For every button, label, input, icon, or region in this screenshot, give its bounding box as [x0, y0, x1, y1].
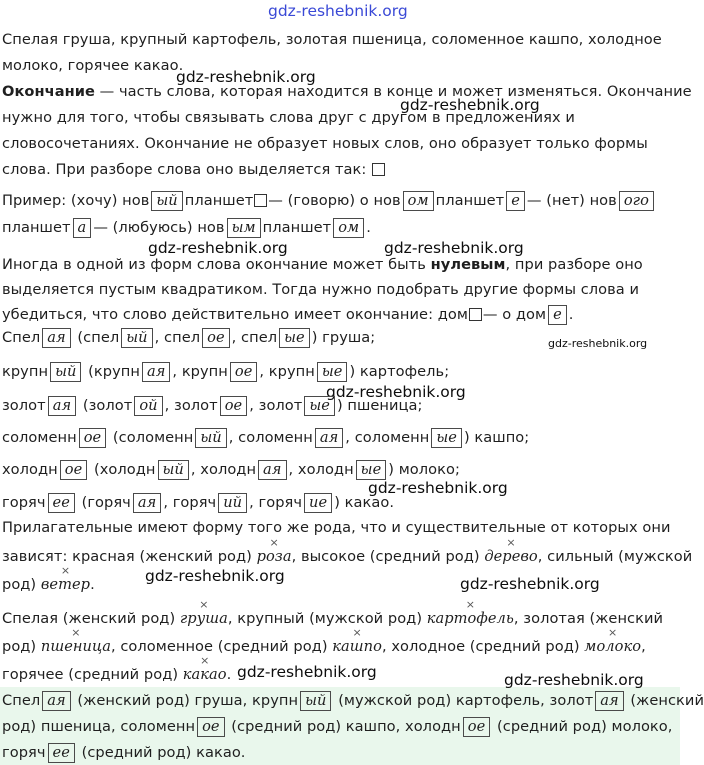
text-line: словосочетаниях. Окончание не образует новых слов, оно образует только формы: [2, 135, 648, 152]
watermark: gdz-reshebnik.org: [400, 96, 540, 114]
ending-box: е: [548, 305, 567, 325]
text-line: род) пшеница × , соломенное (средний род) кашпо × , холодное (средний род) молоко × ,: [2, 637, 646, 657]
text-line: Иногда в одной из форм слова окончание может быть нулевым, при разборе оно: [2, 256, 643, 273]
stress-mark-icon: ×: [200, 654, 210, 667]
definition-line: Окончание — часть слова, которая находится в конце и может изменяться. Окончание: [2, 83, 692, 100]
ending-box: ий: [218, 493, 247, 513]
example-line: планшет а — (любуюсь) нов ым планшет ом .: [2, 219, 371, 236]
text-line: Спелая груша, крупный картофель, золотая пшеница, соломенное кашпо, холодное: [2, 31, 662, 48]
ending-box: ые: [431, 428, 462, 448]
watermark: gdz-reshebnik.org: [326, 383, 466, 401]
adjective-row: Спел ая (спел ый , спел ое , спел ые ) груша;: [2, 329, 376, 346]
stress-mark-icon: ×: [608, 626, 618, 639]
ending-box: ые: [304, 396, 335, 416]
text-line: Спелая (женский род) груша × , крупный (мужской род) картофель × , золотая (женский: [2, 609, 663, 629]
text-line: зависят: красная (женский род) роза × , высокое (средний род) дерево × , сильный (мужской: [2, 547, 692, 567]
ending-box: ое: [79, 428, 107, 448]
ending-square-icon: [372, 163, 385, 176]
answer-line: горяч ее (средний род) какао.: [2, 744, 246, 761]
text-line: молоко, горячее какао.: [2, 57, 184, 74]
text-line: слова. При разборе слова оно выделяется так:: [2, 160, 386, 180]
ending-box: ый: [50, 362, 81, 382]
ending-box: ое: [60, 460, 88, 480]
ending-box: ая: [142, 362, 170, 382]
ending-square-icon: [254, 194, 267, 207]
ending-box: ое: [220, 396, 248, 416]
watermark: gdz-reshebnik.org: [145, 567, 285, 585]
watermark: gdz-reshebnik.org: [176, 68, 316, 86]
ending-box: ая: [133, 493, 161, 513]
ending-box: ом: [333, 218, 364, 238]
watermark: gdz-reshebnik.org: [368, 479, 508, 497]
text-line: нужно для того, чтобы связывать слова друг с другом в предложениях и: [2, 109, 575, 126]
ending-box: ый: [195, 428, 226, 448]
text-line: род) ветер × .: [2, 575, 95, 595]
stress-mark-icon: ×: [71, 626, 81, 639]
watermark: gdz-reshebnik.org: [460, 575, 600, 593]
ending-box: ый: [158, 460, 189, 480]
ending-box: ая: [258, 460, 286, 480]
watermark: gdz-reshebnik.org: [384, 239, 524, 257]
stress-mark-icon: ×: [269, 536, 279, 549]
ending-box: ым: [227, 218, 261, 238]
ending-box: ый: [300, 691, 331, 711]
ending-box: ого: [619, 191, 654, 211]
ending-box: ый: [121, 328, 152, 348]
watermark: gdz-reshebnik.org: [237, 663, 377, 681]
ending-box: ие: [304, 493, 332, 513]
stress-mark-icon: ×: [199, 598, 209, 611]
example-line: Пример: (хочу) нов ый планшет — (говорю) о нов ом планшет е — (нет) нов ого: [2, 191, 656, 211]
ending-box: ое: [197, 717, 225, 737]
ending-box: ое: [463, 717, 491, 737]
ending-box: ая: [42, 328, 70, 348]
answer-line: Спел ая (женский род) груша, крупн ый (мужской род) картофель, золот ая (женский: [2, 692, 704, 709]
watermark-top[interactable]: gdz-reshebnik.org: [268, 2, 408, 20]
adjective-row: горяч ее (горяч ая , горяч ий , горяч ие ) какао.: [2, 494, 395, 511]
ending-box: ые: [356, 460, 387, 480]
ending-box: ая: [48, 396, 76, 416]
ending-box: ее: [48, 493, 75, 513]
term: Окончание: [2, 83, 95, 100]
ending-box: ые: [317, 362, 348, 382]
ending-square-icon: [469, 308, 482, 321]
adjective-row: холодн ое (холодн ый , холодн ая , холодн ые ) молоко;: [2, 461, 460, 478]
stress-mark-icon: ×: [60, 564, 71, 577]
ending-box: ая: [595, 691, 623, 711]
text-line: Прилагательные имеют форму того же рода, что и существительные от которых они: [2, 519, 671, 536]
text-line: выделяется пустым квадратиком. Тогда нужно подобрать другие формы слова и: [2, 281, 640, 298]
watermark: gdz-reshebnik.org: [148, 239, 288, 257]
ending-box: ая: [315, 428, 343, 448]
watermark: gdz-reshebnik.org: [548, 337, 648, 350]
ending-box: ая: [42, 691, 70, 711]
stress-mark-icon: ×: [465, 598, 475, 611]
ending-box: ее: [48, 743, 75, 763]
ending-box: ые: [279, 328, 310, 348]
stress-mark-icon: ×: [506, 536, 516, 549]
adjective-row: соломенн ое (соломенн ый , соломенн ая , соломенн ые ) кашпо;: [2, 429, 530, 446]
ending-box: ое: [230, 362, 258, 382]
text-line: убедиться, что слово действительно имеет окончание: дом — о дом е .: [2, 306, 574, 323]
answer-line: род) пшеница, соломенн ое (средний род) кашпо, холодн ое (средний род) молоко,: [2, 718, 673, 735]
adjective-row: золот ая (золот ой , золот ое , золот ые ) пшеница;: [2, 397, 423, 414]
ending-box: а: [73, 218, 92, 238]
stress-mark-icon: ×: [352, 626, 362, 639]
ending-box: е: [506, 191, 525, 211]
text-line: горячее (средний род) какао × .: [2, 665, 231, 685]
ending-box: ый: [151, 191, 182, 211]
ending-box: ой: [134, 396, 162, 416]
adjective-row: крупн ый (крупн ая , крупн ое , крупн ые ) картофель;: [2, 363, 450, 380]
ending-box: ое: [202, 328, 230, 348]
watermark: gdz-reshebnik.org: [504, 671, 644, 689]
ending-box: ом: [403, 191, 434, 211]
